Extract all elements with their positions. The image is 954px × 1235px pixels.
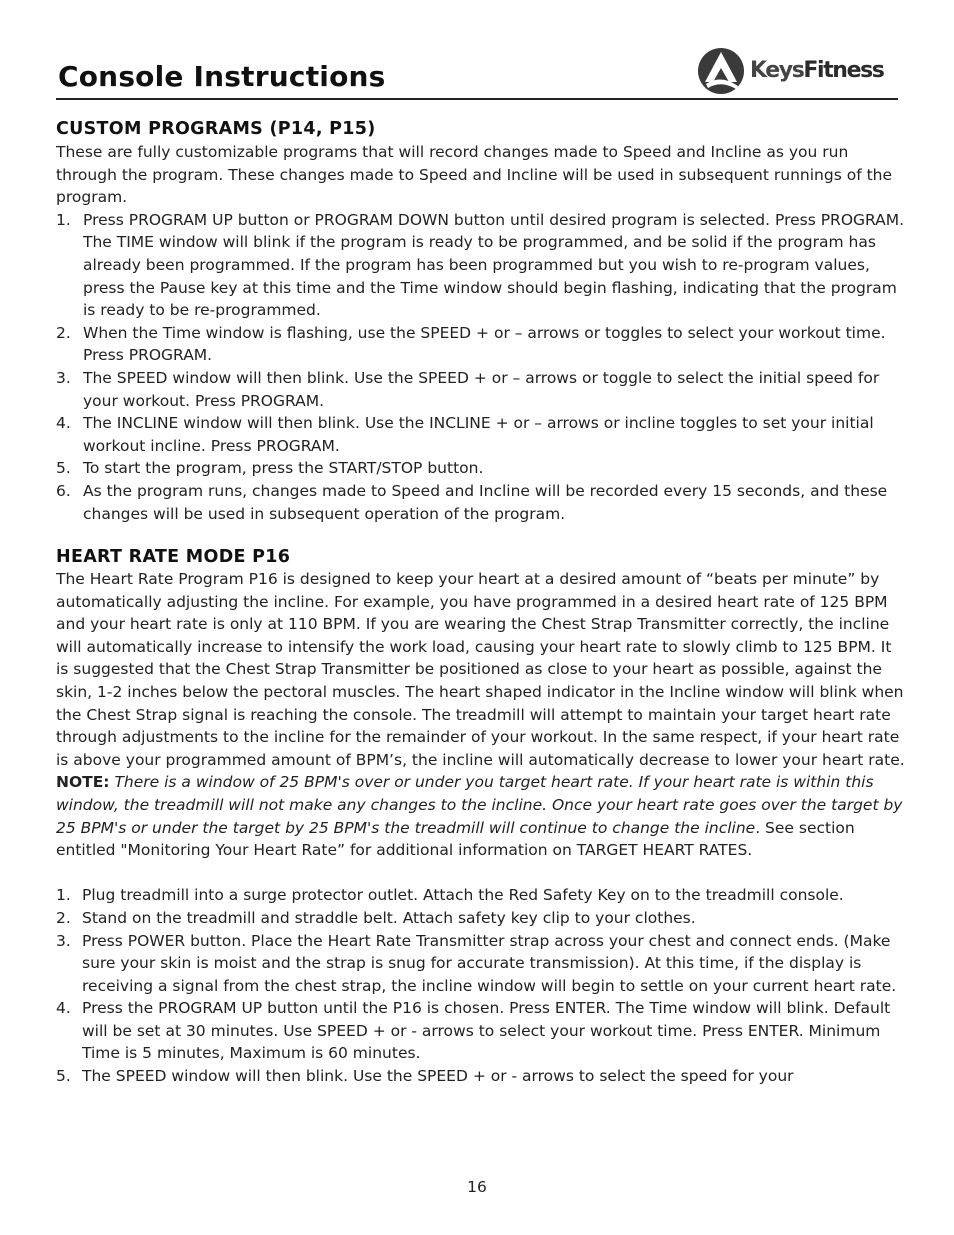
step-number: 3.: [56, 931, 71, 950]
custom-programs-intro: These are fully customizable programs that will record changes made to Speed and Incline as you run through the program. These changes made to Speed and Incline will be used in subsequent runnings of the program.: [56, 143, 893, 207]
list-item: [56, 1065, 906, 1088]
heart-rate-steps: [56, 884, 906, 1087]
heart-rate-heading: HEART RATE MODE P16: [56, 547, 291, 567]
step-number: 5.: [56, 459, 71, 478]
step-number: 2.: [56, 908, 71, 927]
custom-programs-section: [56, 118, 906, 525]
step-text: The SPEED window will then blink. Use the SPEED + or – arrows or toggle to select the initial speed for your workout. Press PROGRAM.: [83, 368, 880, 410]
step-text: Press the PROGRAM UP button until the P16 is chosen. Press ENTER. The Time window will blink. Default will be set at 30 minutes. Use SPEED + or - arrows to select your workout time. Press ENTER. Minimum Time is 5 minutes, Maximum is 60 minutes.: [82, 999, 891, 1063]
step-text: Press POWER button. Place the Heart Rate Transmitter strap across your chest and connect ends. (Make sure your skin is moist and the strap is snug for accurate transmission). At this time, if the display is receiving a signal from the chest strap, the incline window will begin to settle on your current heart rate.: [82, 931, 897, 995]
keysfitness-logo: [696, 46, 896, 96]
step-text: To start the program, press the START/STOP button.: [83, 459, 484, 478]
step-number: 3.: [56, 368, 71, 387]
list-item: [56, 930, 906, 998]
paragraph-gap: [56, 862, 906, 885]
page-title: Console Instructions: [58, 60, 386, 93]
note-label: NOTE:: [56, 773, 110, 792]
step-number: 5.: [56, 1067, 71, 1086]
header-rule: [56, 98, 898, 100]
note-tail-text: . See section entitled "Monitoring Your Heart Rate” for additional information on TARGET HEART RATES.: [56, 818, 855, 860]
step-number: 4.: [56, 414, 71, 433]
custom-programs-heading: CUSTOM PROGRAMS (P14, P15): [56, 119, 376, 139]
list-item: [56, 367, 906, 412]
list-item: [56, 997, 906, 1065]
logo-runner-icon: [696, 46, 746, 96]
step-text: As the program runs, changes made to Speed and Incline will be recorded every 15 seconds, and these changes will be used in subsequent operation of the program.: [83, 481, 888, 523]
list-item: [56, 884, 906, 907]
step-number: 1.: [56, 886, 71, 905]
custom-programs-steps: [56, 209, 906, 525]
page-number: 16: [467, 1178, 487, 1196]
list-item: [56, 209, 906, 322]
step-text: Press PROGRAM UP button or PROGRAM DOWN button until desired program is selected. Press PROGRAM. The TIME window will blink if the program is ready to be programmed, and be solid if the program has already been programmed. If the program has been programmed but you wish to re-program values, press the Pause key at this time and the Time window should begin flashing, indicating that the program is ready to be re-programmed.: [83, 210, 905, 320]
step-text: When the Time window is flashing, use the SPEED + or – arrows or toggles to select your workout time. Press PROGRAM.: [83, 323, 886, 365]
list-item: [56, 412, 906, 457]
list-item: [56, 322, 906, 367]
step-text: The INCLINE window will then blink. Use the INCLINE + or – arrows or incline toggles to set your initial workout incline. Press PROGRAM.: [83, 414, 874, 455]
heart-rate-description: [56, 568, 906, 862]
step-text: Plug treadmill into a surge protector outlet. Attach the Red Safety Key on to the treadmill console.: [82, 886, 844, 905]
step-text: Stand on the treadmill and straddle belt. Attach safety key clip to your clothes.: [82, 908, 696, 927]
step-number: 6.: [56, 481, 71, 500]
logo-text-keys: Keys: [750, 58, 804, 83]
list-item: [56, 457, 906, 480]
step-number: 2.: [56, 323, 71, 342]
list-item: [56, 480, 906, 525]
step-number: 1.: [56, 210, 71, 229]
list-item: [56, 907, 906, 930]
step-text: The SPEED window will then blink. Use the SPEED + or - arrows to select the speed for your: [82, 1067, 794, 1086]
logo-text-fitness: Fitness: [803, 58, 884, 83]
logo-wordmark: [750, 58, 883, 83]
step-number: 4.: [56, 999, 71, 1018]
heart-rate-text: The Heart Rate Program P16 is designed to keep your heart at a desired amount of “beats per minute” by automatically adjusting the incline. For example, you have programmed in a desired heart rate of 125 BPM and your heart rate is only at 110 BPM. If you are wearing the Chest Strap Transmitter correctly, the incline will automatically increase to intensify the work load, causing your heart rate to slowly climb to 125 BPM. It is suggested that the Chest Strap Transmitter be positioned as close to your heart as possible, against the skin, 1-2 inches below the pectoral muscles. The heart shaped indicator in the Incline window will blink when the Chest Strap signal is reaching the console. The treadmill will attempt to maintain your target heart rate through adjustments to the incline for the remainder of your workout. In the same respect, if your heart rate is above your programmed amount of BPM’s, the incline will automatically decrease to lower your heart rate.: [56, 570, 905, 769]
heart-rate-section: [56, 546, 906, 1088]
note-italic-text: There is a window of 25 BPM's over or under you target heart rate. If your heart rate is within this window, the treadmill will not make any changes to the incline. Once your heart rate goes over the target by 25 BPM's or under the target by 25 BPM's the treadmill will continue to change the incline: [56, 773, 903, 837]
